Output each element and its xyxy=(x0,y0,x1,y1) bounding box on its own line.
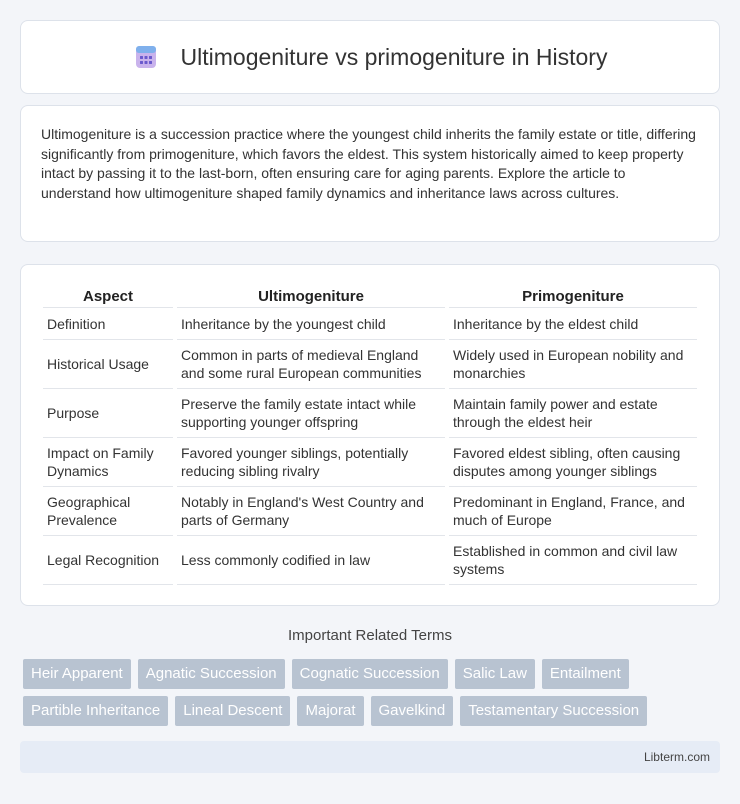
table-cell: Favored younger siblings, potentially reducing sibling rivalry xyxy=(177,438,445,487)
tag-row xyxy=(23,696,723,726)
intro-card xyxy=(20,105,720,242)
table-cell: Maintain family power and estate through the eldest heir xyxy=(449,389,697,438)
table-cell: Geographical Prevalence xyxy=(43,487,173,536)
calculator-icon xyxy=(133,44,159,70)
table-cell: Legal Recognition xyxy=(43,536,173,585)
table-cell: Widely used in European nobility and monarchies xyxy=(449,340,697,389)
footer xyxy=(20,741,720,773)
intro-paragraph: Ultimogeniture is a succession practice where the youngest child inherits the family estate or title, differing significantly from primogeniture, which favors the eldest. This system historically aimed to keep property intact by passing it to the last-born, often ensuring care for aging parents. Explore the article to understand how ultimogeniture shaped family dynamics and inheritance laws across cultures. xyxy=(41,126,696,201)
related-terms-tags xyxy=(23,659,723,733)
tag-entailment[interactable]: Entailment xyxy=(542,659,629,689)
tag-majorat[interactable]: Majorat xyxy=(297,696,363,726)
page-title: Ultimogeniture vs primogeniture in History xyxy=(180,43,608,70)
table-row xyxy=(43,340,697,389)
column-header: Ultimogeniture xyxy=(177,284,445,308)
table-cell: Preserve the family estate intact while supporting younger offspring xyxy=(177,389,445,438)
header-card xyxy=(20,20,720,94)
table-header-row xyxy=(43,284,697,308)
table-cell: Favored eldest sibling, often causing disputes among younger siblings xyxy=(449,438,697,487)
table-row xyxy=(43,308,697,340)
tag-lineal-descent[interactable]: Lineal Descent xyxy=(175,696,290,726)
tag-gavelkind[interactable]: Gavelkind xyxy=(371,696,454,726)
table-row xyxy=(43,536,697,585)
column-header: Primogeniture xyxy=(449,284,697,308)
table-cell: Definition xyxy=(43,308,173,340)
table-cell: Impact on Family Dynamics xyxy=(43,438,173,487)
table-cell: Purpose xyxy=(43,389,173,438)
footer-site-link[interactable]: Libterm.com xyxy=(643,750,710,764)
table-row xyxy=(43,438,697,487)
table-cell: Historical Usage xyxy=(43,340,173,389)
tag-agnatic-succession[interactable]: Agnatic Succession xyxy=(138,659,285,689)
tag-testamentary-succession[interactable]: Testamentary Succession xyxy=(460,696,647,726)
table-cell: Less commonly codified in law xyxy=(177,536,445,585)
related-terms-title: Important Related Terms xyxy=(288,627,452,644)
column-header: Aspect xyxy=(43,284,173,308)
tag-cognatic-succession[interactable]: Cognatic Succession xyxy=(292,659,448,689)
tag-partible-inheritance[interactable]: Partible Inheritance xyxy=(23,696,168,726)
tag-row xyxy=(23,659,723,689)
table-cell: Common in parts of medieval England and some rural European communities xyxy=(177,340,445,389)
tag-salic-law[interactable]: Salic Law xyxy=(455,659,535,689)
table-cell: Predominant in England, France, and much of Europe xyxy=(449,487,697,536)
comparison-table xyxy=(39,284,701,585)
table-cell: Notably in England's West Country and parts of Germany xyxy=(177,487,445,536)
table-row xyxy=(43,487,697,536)
comparison-table-card xyxy=(20,264,720,606)
tag-heir-apparent[interactable]: Heir Apparent xyxy=(23,659,131,689)
table-cell: Inheritance by the youngest child xyxy=(177,308,445,340)
table-row xyxy=(43,389,697,438)
table-cell: Established in common and civil law systems xyxy=(449,536,697,585)
table-cell: Inheritance by the eldest child xyxy=(449,308,697,340)
